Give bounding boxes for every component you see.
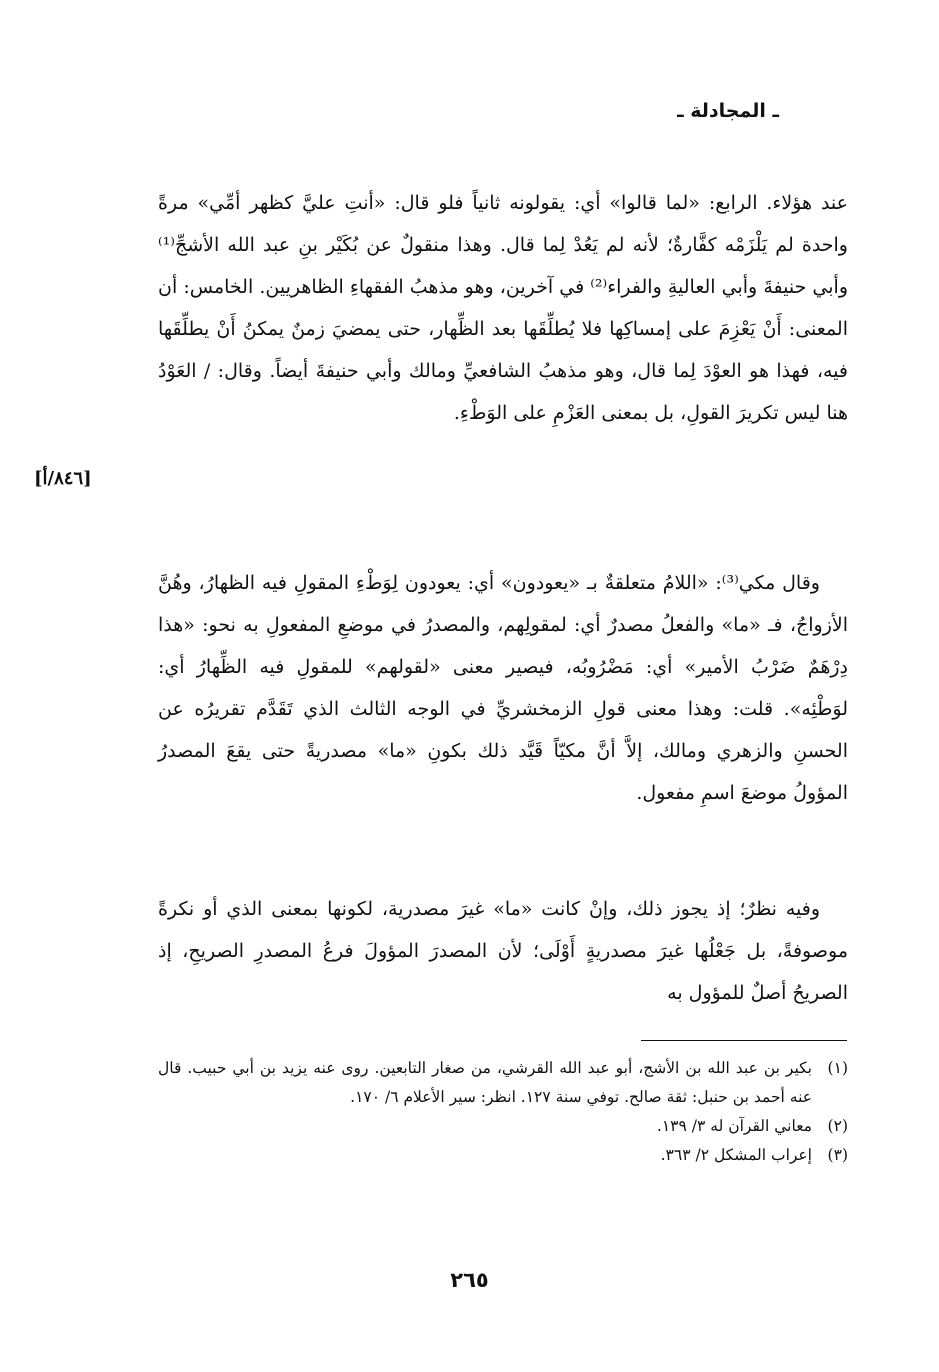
- footnote-number: (٢): [827, 1117, 848, 1135]
- footnote-text: معاني القرآن له ٣/ ١٣٩.: [656, 1117, 812, 1135]
- body-paragraph-3: وفيه نظرٌ؛ إذ يجوز ذلك، وإنْ كانت «ما» غيرَ مصدرية، لكونها بمعنى الذي أو نكرةً موصوفةً، بل جَعْلُها غيرَ مصدريةٍ أَوْلَى؛ لأن المصدرَ المؤولَ فرعُ المصدرِ الصريحِ، إذ الصريحُ أصلٌ للمؤول به: [158, 898, 848, 1004]
- body-paragraph-2: وقال مكي⁽³⁾: «اللامُ متعلقةٌ بـ «يعودون» أي: يعودون لِوَطْءِ المقولِ فيه الظهارُ، وهُنَّ الأزواجُ، فـ «ما» والفعلُ مصدرٌ أي: لمقولِهم، والمصدرُ في موضعِ المفعولِ به نحو: «هذا دِرْهَمٌ ضَرْبُ الأمير» أي: مَضْرُوبُه، فيصير معنى «لقولهم» للمقولِ فيه الظِّهارُ أي: لوَطْئِه». قلت: وهذا معنى قولِ الزمخشريِّ في الوجه الثالث الذي تَقَدَّم تقريرُه عن الحسنِ والزهري ومالك، إلاَّ أنَّ مكيّاً قَيَّد ذلك بكونِ «ما» مصدريةً حتى يقعَ المصدرُ المؤولُ موضعَ اسمِ مفعول.: [158, 572, 848, 804]
- footnotes-section: [158, 1054, 848, 1170]
- footnote-number: (١): [827, 1059, 848, 1077]
- footnote-text: بكير بن عبد الله بن الأشج، أبو عبد الله القرشي، من صغار التابعين. روى عنه يزيد بن أبي حبيب. قال عنه أحمد بن حنبل: ثقة صالح. توفي سنة ١٢٧. انظر: سير الأعلام ٦/ ١٧٠.: [158, 1059, 812, 1106]
- body-paragraph-1: عند هؤلاء. الرابع: «لما قالوا» أي: يقولونه ثانياً فلو قال: «أنتِ عليَّ كظهر أمِّي» مرةً واحدة لم يَلْزَمْه كفَّارةٌ؛ لأنه لم يَعُدْ لِما قال. وهذا منقولٌ عن بُكَيْر بنِ عبد الله الأشجِّ⁽¹⁾ وأبي حنيفةَ وأبي العاليةِ والفراء⁽²⁾ في آخرين، وهو مذهبُ الفقهاءِ الظاهريين. الخامس: أن المعنى: أَنْ يَعْزِمَ على إمساكِها فلا يُطلِّقَها بعد الظِّهار، حتى يمضيَ زمنٌ يمكنُ أَنْ يطلِّقَها فيه، فهذا هو العوْدَ لِما قال، وهو مذهبُ الشافعيِّ ومالك وأبي حنيفةَ أيضاً. وقال: / العَوْدُ هنا ليس تكريرَ القولِ، بل بمعنى العَزْمِ على الوَطْءِ.: [158, 192, 848, 424]
- footnote-1: [158, 1054, 848, 1112]
- manuscript-folio-marker: [٨٤٦/أ]: [34, 468, 92, 489]
- running-title: ـ المجادلة ـ: [677, 100, 779, 122]
- page-number: ٢٦٥: [450, 1268, 489, 1292]
- footnote-number: (٣): [827, 1146, 848, 1164]
- footnote-2: [158, 1112, 848, 1141]
- footnote-3: [158, 1141, 848, 1170]
- footnote-text: إعراب المشكل ٢/ ٣٦٣.: [660, 1146, 812, 1164]
- footnote-separator: [641, 1040, 847, 1041]
